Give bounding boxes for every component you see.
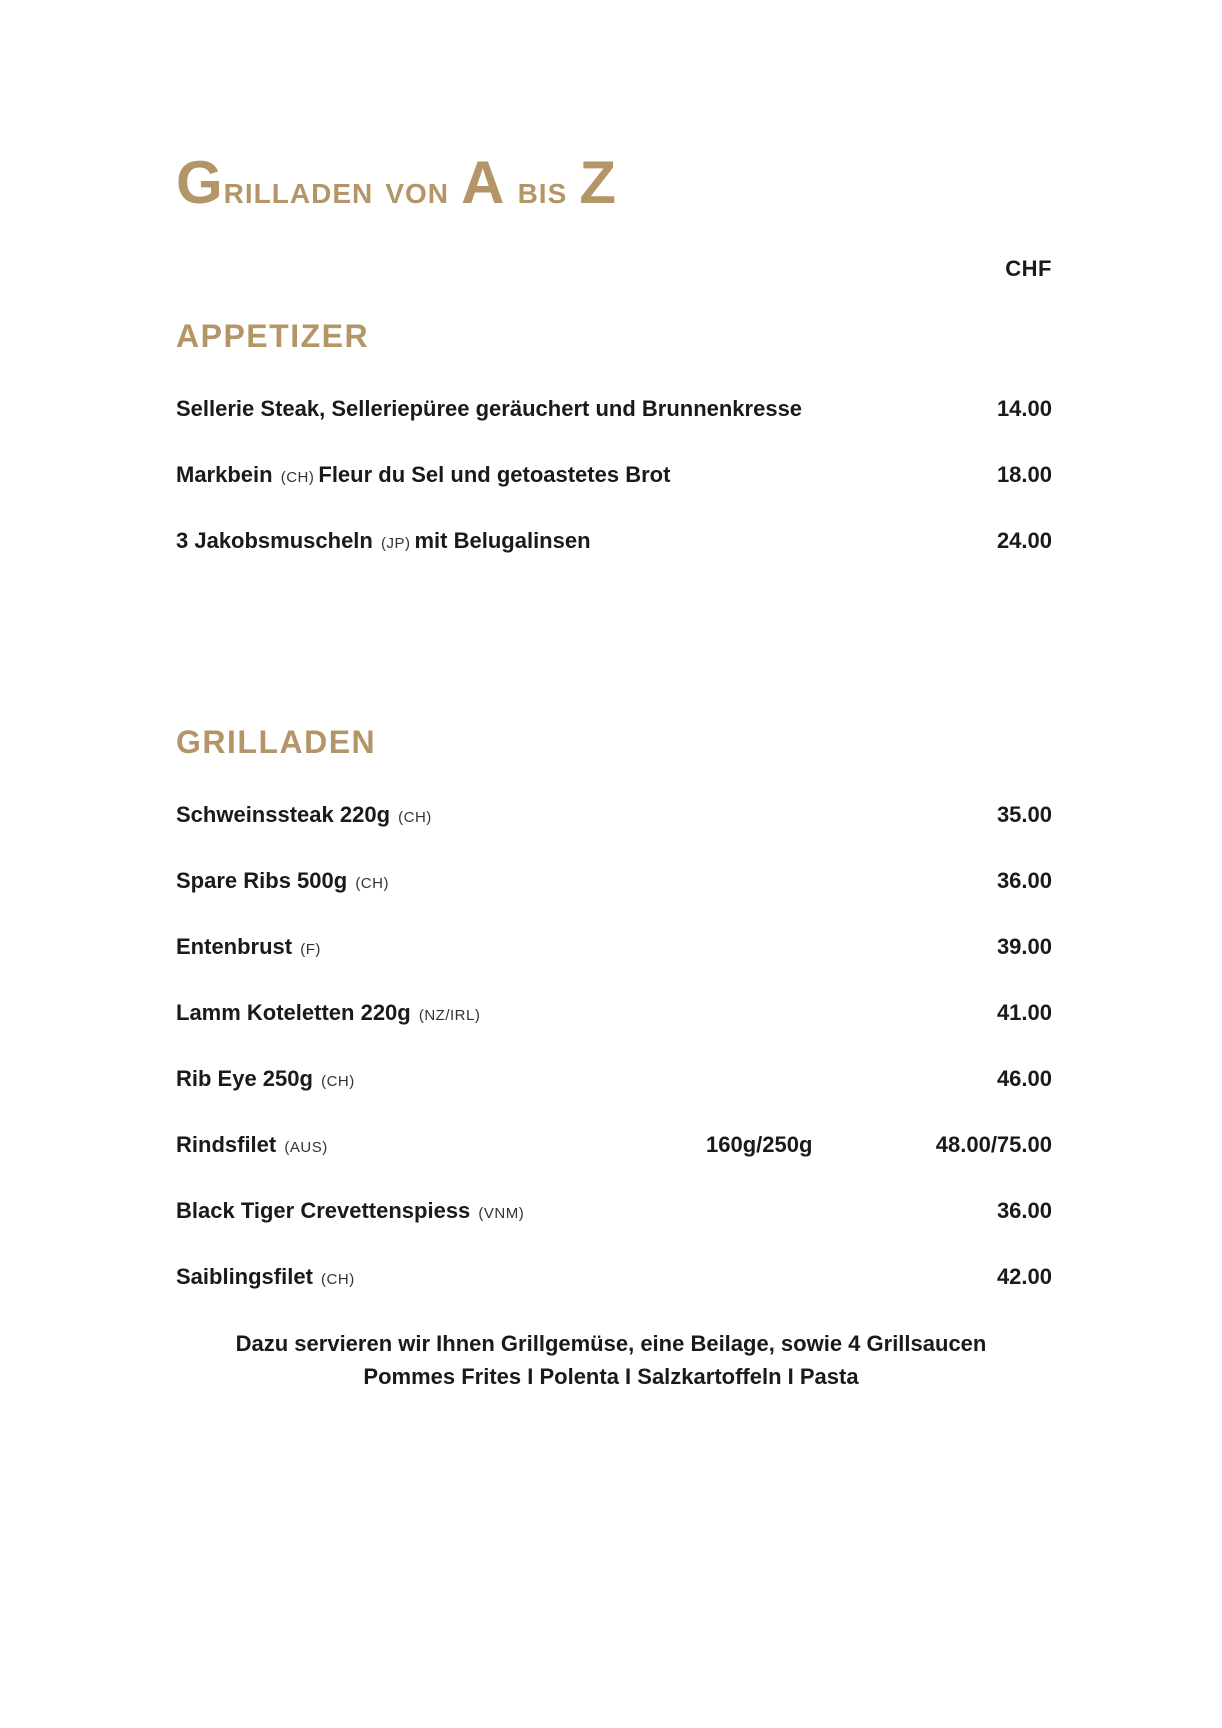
menu-item bbox=[176, 1198, 1052, 1228]
item-description: mit Belugalinsen bbox=[414, 528, 591, 553]
item-name: Schweinssteak 220g bbox=[176, 802, 391, 827]
menu-item bbox=[176, 1000, 1052, 1030]
item-price: 42.00 bbox=[996, 1264, 1052, 1289]
item-price: 46.00 bbox=[996, 1066, 1052, 1091]
item-name: Lamm Koteletten 220g bbox=[176, 1000, 411, 1025]
item-price: 41.00 bbox=[996, 1000, 1052, 1025]
item-origin: (CH) bbox=[321, 1073, 355, 1090]
item-origin: (CH) bbox=[321, 1271, 355, 1288]
page-title: Grilladen von A bis Z bbox=[176, 149, 618, 216]
menu-item bbox=[176, 528, 1052, 558]
item-origin: (CH) bbox=[280, 469, 315, 486]
menu-item bbox=[176, 1264, 1052, 1294]
appetizer-heading: APPETIZER bbox=[176, 318, 370, 354]
menu-item bbox=[176, 1132, 1052, 1162]
item-name: Spare Ribs 500g bbox=[176, 868, 348, 893]
menu-item bbox=[176, 934, 1052, 964]
serving-note-line2: Pommes Frites I Polenta I Salzkartoffeln I Pasta bbox=[363, 1364, 859, 1389]
item-origin: (AUS) bbox=[284, 1139, 328, 1156]
item-origin: (CH) bbox=[355, 875, 389, 892]
item-name: Rindsfilet bbox=[176, 1132, 277, 1157]
item-name: Sellerie Steak, Selleriepüree geräuchert und Brunnenkresse bbox=[176, 396, 803, 421]
item-origin: (VNM) bbox=[478, 1205, 525, 1222]
item-origin: (JP) bbox=[381, 535, 411, 552]
item-origin: (NZ/IRL) bbox=[418, 1007, 481, 1024]
item-origin: (CH) bbox=[398, 809, 432, 826]
item-name: Markbein bbox=[176, 462, 273, 487]
item-weight: 160g/250g bbox=[706, 1132, 813, 1157]
item-price: 36.00 bbox=[996, 868, 1052, 893]
item-price: 39.00 bbox=[996, 934, 1052, 959]
menu-item bbox=[176, 1066, 1052, 1096]
menu-item bbox=[176, 396, 1052, 426]
item-name: Rib Eye 250g bbox=[176, 1066, 313, 1091]
item-name: 3 Jakobsmuscheln bbox=[176, 528, 373, 553]
item-price: 24.00 bbox=[996, 528, 1052, 553]
menu-item bbox=[176, 802, 1052, 832]
serving-note bbox=[0, 1327, 1222, 1393]
item-name: Entenbrust bbox=[176, 934, 293, 959]
item-price: 14.00 bbox=[996, 396, 1052, 421]
currency-label: CHF bbox=[1005, 256, 1052, 281]
item-description: Fleur du Sel und getoastetes Brot bbox=[318, 462, 671, 487]
menu-item bbox=[176, 462, 1052, 492]
item-price: 35.00 bbox=[996, 802, 1052, 827]
item-name: Saiblingsfilet bbox=[176, 1264, 313, 1289]
serving-note-line1: Dazu servieren wir Ihnen Grillgemüse, eine Beilage, sowie 4 Grillsaucen bbox=[235, 1331, 987, 1356]
item-price: 18.00 bbox=[996, 462, 1052, 487]
item-name: Black Tiger Crevettenspiess bbox=[176, 1198, 471, 1223]
item-price: 36.00 bbox=[996, 1198, 1052, 1223]
grilladen-heading: GRILLADEN bbox=[176, 724, 377, 760]
menu-item bbox=[176, 868, 1052, 898]
item-price: 48.00/75.00 bbox=[935, 1132, 1052, 1157]
item-origin: (F) bbox=[300, 941, 321, 958]
